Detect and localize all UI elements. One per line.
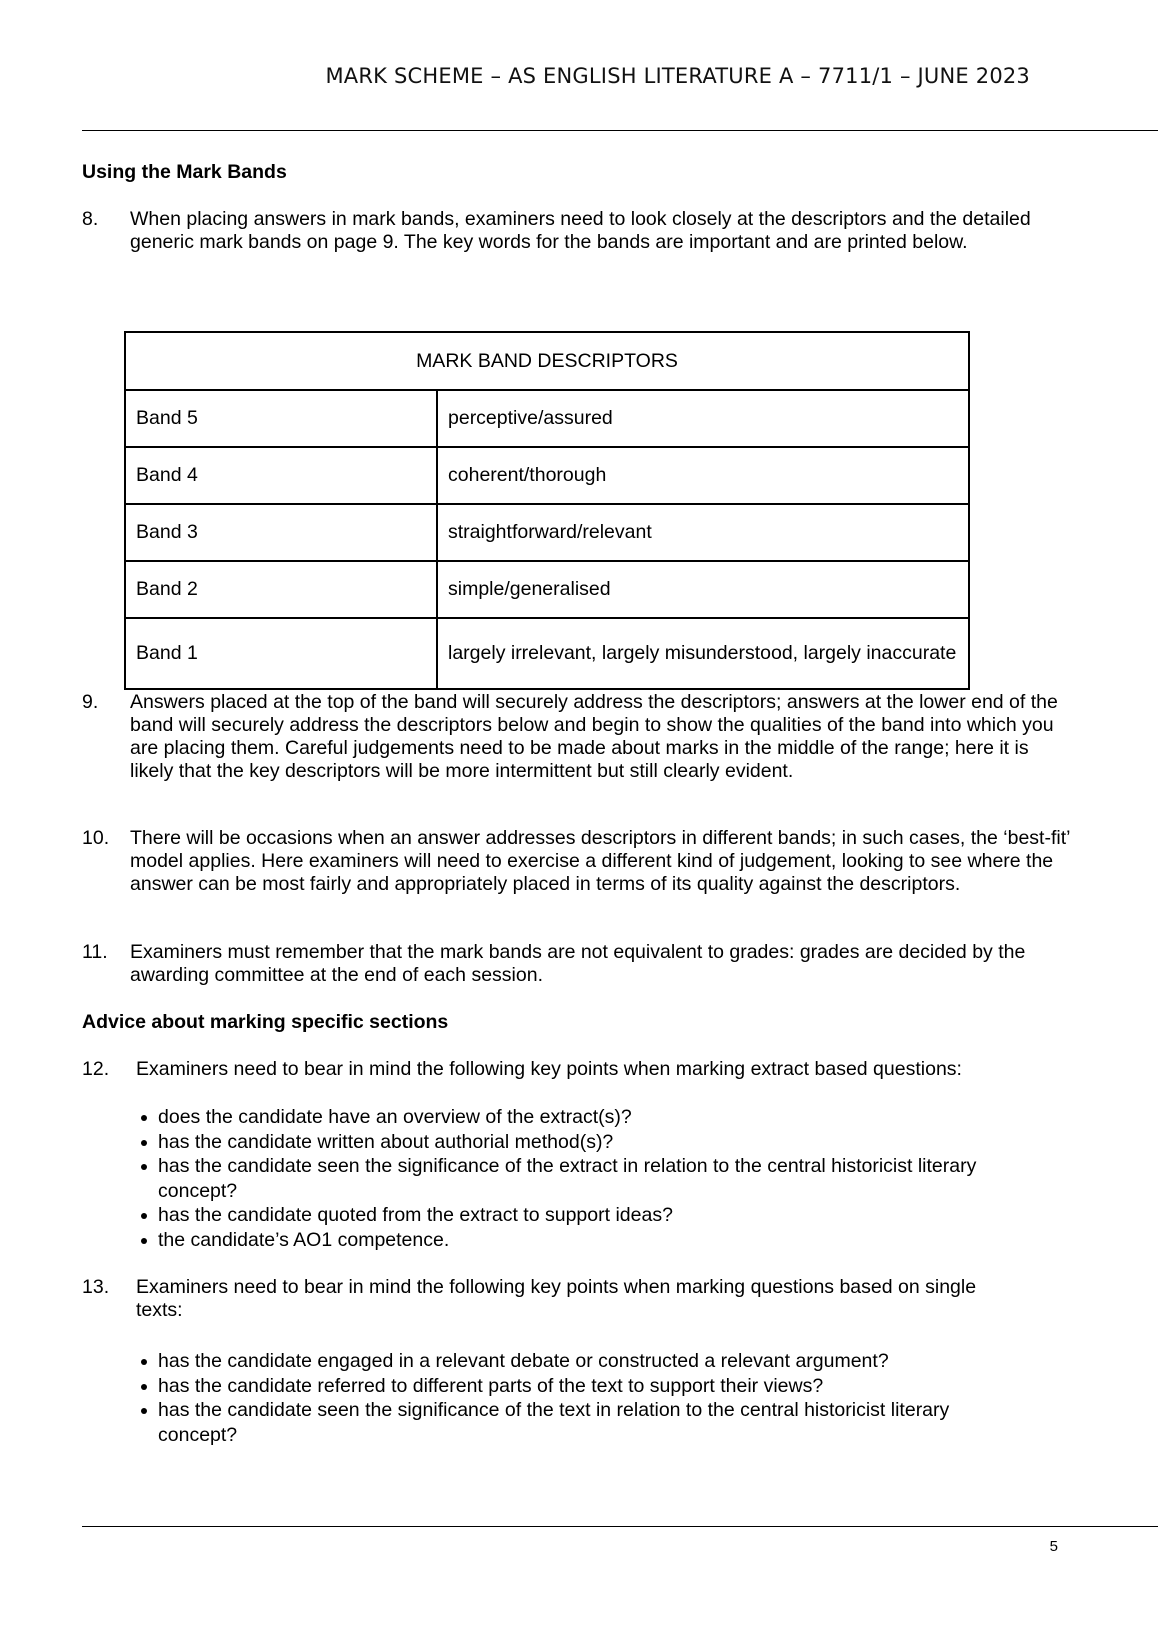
table-header-row: [125, 332, 969, 390]
table-title: MARK BAND DESCRIPTORS: [125, 332, 969, 390]
list-item: has the candidate written about authorial method(s)?: [138, 1130, 1058, 1155]
single-text-key-points: [138, 1349, 1058, 1447]
paragraph-text: Examiners must remember that the mark bands are not equivalent to grades: grades are decided by the awarding committee at the end of each session.: [130, 941, 1026, 986]
document-header-title: MARK SCHEME – AS ENGLISH LITERATURE A – 7711/1 – JUNE 2023: [325, 64, 1030, 88]
paragraph-11: [82, 941, 1072, 987]
list-item: has the candidate referred to different parts of the text to support their views?: [138, 1374, 1058, 1399]
paragraph-number: 11.: [82, 941, 108, 963]
band-label: Band 2: [125, 561, 437, 618]
band-descriptor: perceptive/assured: [437, 390, 969, 447]
paragraph-text: Examiners need to bear in mind the following key points when marking questions based on single texts:: [136, 1276, 977, 1321]
paragraph-9: [82, 691, 1072, 783]
list-item: has the candidate seen the significance of the extract in relation to the central historicist literary concept?: [138, 1154, 1058, 1203]
header-divider: [82, 130, 1158, 131]
footer-divider: [82, 1526, 1158, 1527]
band-label: Band 5: [125, 390, 437, 447]
paragraph-10: [82, 827, 1072, 896]
page-number: 5: [1049, 1538, 1058, 1555]
band-label: Band 3: [125, 504, 437, 561]
paragraph-12: [82, 1058, 1072, 1081]
paragraph-text: Examiners need to bear in mind the following key points when marking extract based questions:: [136, 1058, 962, 1080]
paragraph-number: 9.: [82, 691, 99, 713]
band-label: Band 4: [125, 447, 437, 504]
list-item: has the candidate quoted from the extract to support ideas?: [138, 1203, 1058, 1228]
band-descriptor: straightforward/relevant: [437, 504, 969, 561]
section-heading-using-mark-bands: Using the Mark Bands: [82, 161, 287, 183]
table-row: [125, 447, 969, 504]
table-row: [125, 390, 969, 447]
table-row: [125, 504, 969, 561]
list-item: has the candidate engaged in a relevant debate or constructed a relevant argument?: [138, 1349, 1058, 1374]
band-descriptor: simple/generalised: [437, 561, 969, 618]
extract-question-key-points: [138, 1105, 1058, 1252]
paragraph-number: 13.: [82, 1276, 110, 1298]
list-item: does the candidate have an overview of the extract(s)?: [138, 1105, 1058, 1130]
table-row: [125, 618, 969, 689]
band-label: Band 1: [125, 618, 437, 689]
paragraph-8: [82, 208, 1072, 254]
paragraph-text: When placing answers in mark bands, examiners need to look closely at the descriptors and the detailed generic mark bands on page 9. The key words for the bands are important and are printed below.: [130, 208, 1031, 253]
list-item: the candidate’s AO1 competence.: [138, 1228, 1058, 1253]
paragraph-number: 10.: [82, 827, 110, 849]
list-item: has the candidate seen the significance of the text in relation to the central historicist literary concept?: [138, 1398, 998, 1447]
paragraph-number: 12.: [82, 1058, 110, 1080]
table-row: [125, 561, 969, 618]
mark-band-descriptors-table: [124, 331, 970, 690]
paragraph-text: Answers placed at the top of the band will securely address the descriptors; answers at the lower end of the band will securely address the descriptors below and begin to show the qualities of the band into which you are placing them. Careful judgements need to be made about marks in the middle of the range; here it is likely that the key descriptors will be more intermittent but still clearly evident.: [130, 691, 1058, 782]
band-descriptor: coherent/thorough: [437, 447, 969, 504]
band-descriptor: largely irrelevant, largely misunderstood, largely inaccurate: [437, 618, 969, 689]
paragraph-number: 8.: [82, 208, 99, 230]
paragraph-13: [82, 1276, 1072, 1322]
section-heading-advice: Advice about marking specific sections: [82, 1011, 449, 1033]
paragraph-text: There will be occasions when an answer addresses descriptors in different bands; in such cases, the ‘best-fit’ model applies. Here examiners will need to exercise a different kind of judgement, looking to see where the answer can be most fairly and appropriately placed in terms of its quality against the descriptors.: [130, 827, 1070, 895]
